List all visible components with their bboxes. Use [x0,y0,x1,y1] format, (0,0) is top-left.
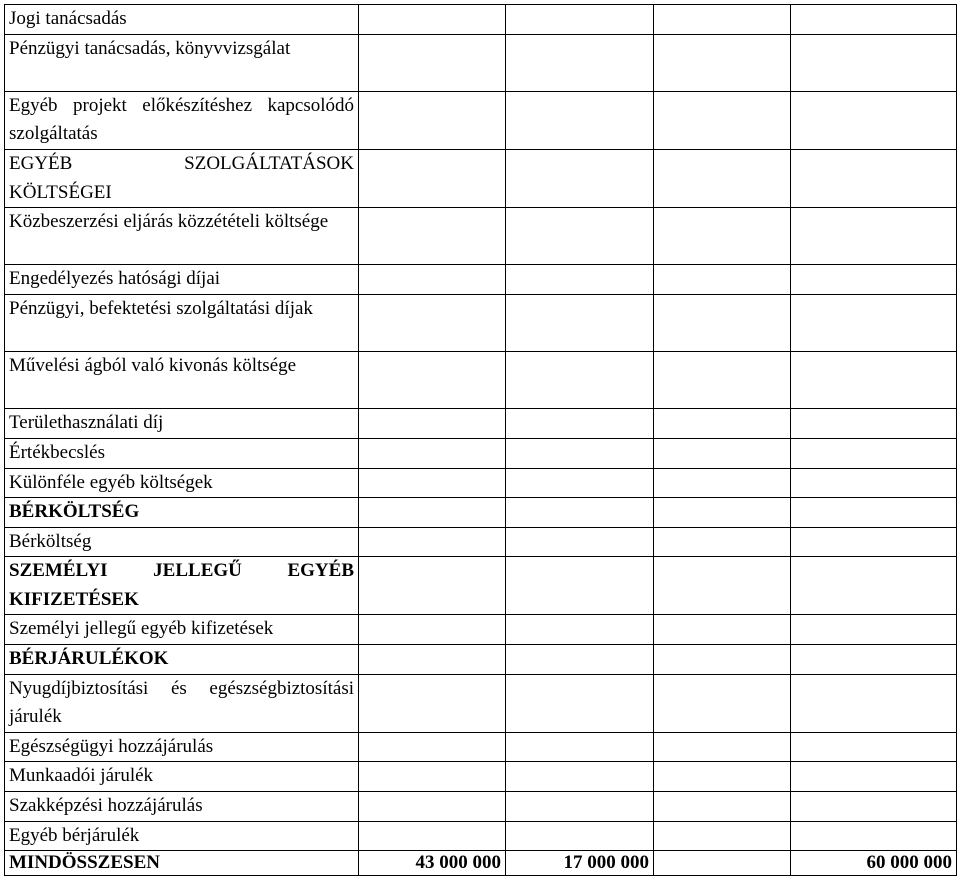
row-value-1 [359,527,506,557]
row-label: Értékbecslés [5,438,359,468]
row-value-2 [506,527,654,557]
table-row [5,615,957,645]
row-value-3 [654,438,791,468]
row-value-2 [506,674,654,732]
row-label: BÉRJÁRULÉKOK [5,645,359,675]
row-value-4 [791,409,957,439]
row-value-1 [359,265,506,295]
row-label: Bérköltség [5,527,359,557]
row-value-1 [359,34,506,91]
row-value-3 [654,208,791,265]
row-label: Pénzügyi tanácsadás, könyvvizsgálat [5,34,359,91]
table-row [5,149,957,207]
row-value-1 [359,498,506,528]
row-label: EGYÉB SZOLGÁLTATÁSOK KÖLTSÉGEI [5,149,359,207]
row-value-2 [506,294,654,351]
row-value-3 [654,294,791,351]
row-value-4 [791,265,957,295]
row-value-3 [654,732,791,762]
row-label: Egészségügyi hozzájárulás [5,732,359,762]
table-row [5,352,957,409]
row-label: Egyéb bérjárulék [5,821,359,851]
row-label: Nyugdíjbiztosítási és egészségbiztosítási járulék [5,674,359,732]
row-value-2 [506,821,654,851]
row-value-3 [654,5,791,35]
row-value-2 [506,208,654,265]
row-label: Közbeszerzési eljárás közzétételi költsége [5,208,359,265]
row-label: Különféle egyéb költségek [5,468,359,498]
row-value-2 [506,557,654,615]
row-value-4 [791,821,957,851]
total-row [5,851,957,876]
table-row [5,409,957,439]
row-value-2 [506,34,654,91]
table-row [5,438,957,468]
row-value-1 [359,615,506,645]
row-value-2 [506,352,654,409]
total-label: MINDÖSSZESEN [5,851,359,876]
row-value-3 [654,615,791,645]
row-value-2 [506,762,654,792]
row-value-4 [791,5,957,35]
table-row [5,762,957,792]
row-label: BÉRKÖLTSÉG [5,498,359,528]
table-row [5,34,957,91]
row-value-2 [506,149,654,207]
row-value-3 [654,821,791,851]
row-value-1 [359,352,506,409]
row-label: Munkaadói járulék [5,762,359,792]
row-value-2 [506,438,654,468]
total-value-4: 60 000 000 [791,851,957,876]
row-value-1 [359,792,506,822]
row-value-3 [654,91,791,149]
row-value-4 [791,732,957,762]
cost-table-body [5,5,957,851]
total-value-2: 17 000 000 [506,851,654,876]
row-value-3 [654,34,791,91]
table-row [5,498,957,528]
row-value-2 [506,792,654,822]
row-value-3 [654,498,791,528]
row-label: Területhasználati díj [5,409,359,439]
row-value-3 [654,557,791,615]
row-value-2 [506,498,654,528]
row-value-2 [506,615,654,645]
row-value-4 [791,557,957,615]
row-label: Engedélyezés hatósági díjai [5,265,359,295]
row-value-1 [359,821,506,851]
row-value-3 [654,468,791,498]
row-value-1 [359,5,506,35]
row-value-1 [359,91,506,149]
row-label: Jogi tanácsadás [5,5,359,35]
row-value-1 [359,674,506,732]
row-value-3 [654,352,791,409]
row-value-1 [359,438,506,468]
table-row [5,5,957,35]
row-value-1 [359,208,506,265]
row-value-1 [359,732,506,762]
table-row [5,91,957,149]
row-value-4 [791,645,957,675]
row-value-4 [791,91,957,149]
row-value-2 [506,409,654,439]
row-value-4 [791,527,957,557]
row-value-4 [791,792,957,822]
table-row [5,294,957,351]
row-value-4 [791,294,957,351]
row-value-4 [791,762,957,792]
row-value-2 [506,5,654,35]
row-value-4 [791,438,957,468]
table-row [5,557,957,615]
row-value-1 [359,409,506,439]
row-value-2 [506,645,654,675]
row-value-3 [654,265,791,295]
table-row [5,527,957,557]
row-value-2 [506,732,654,762]
row-label: SZEMÉLYI JELLEGŰ EGYÉB KIFIZETÉSEK [5,557,359,615]
row-value-3 [654,409,791,439]
row-label: Szakképzési hozzájárulás [5,792,359,822]
row-value-1 [359,762,506,792]
table-row [5,645,957,675]
row-value-3 [654,674,791,732]
cost-table [4,4,957,876]
row-value-2 [506,265,654,295]
table-row [5,208,957,265]
row-value-1 [359,557,506,615]
table-row [5,792,957,822]
row-value-2 [506,91,654,149]
table-row [5,265,957,295]
row-value-1 [359,294,506,351]
row-value-3 [654,645,791,675]
row-label: Személyi jellegű egyéb kifizetések [5,615,359,645]
row-label: Pénzügyi, befektetési szolgáltatási díjak [5,294,359,351]
row-value-4 [791,498,957,528]
row-value-4 [791,208,957,265]
row-value-4 [791,352,957,409]
row-value-4 [791,615,957,645]
row-value-4 [791,149,957,207]
row-value-1 [359,645,506,675]
table-row [5,674,957,732]
total-value-3 [654,851,791,876]
row-label: Művelési ágból való kivonás költsége [5,352,359,409]
row-value-1 [359,468,506,498]
row-value-3 [654,527,791,557]
row-value-4 [791,674,957,732]
table-row [5,821,957,851]
row-value-2 [506,468,654,498]
row-value-4 [791,468,957,498]
row-value-3 [654,762,791,792]
row-value-1 [359,149,506,207]
row-value-3 [654,792,791,822]
table-row [5,468,957,498]
table-row [5,732,957,762]
row-value-3 [654,149,791,207]
row-label: Egyéb projekt előkészítéshez kapcsolódó szolgáltatás [5,91,359,149]
total-value-1: 43 000 000 [359,851,506,876]
row-value-4 [791,34,957,91]
